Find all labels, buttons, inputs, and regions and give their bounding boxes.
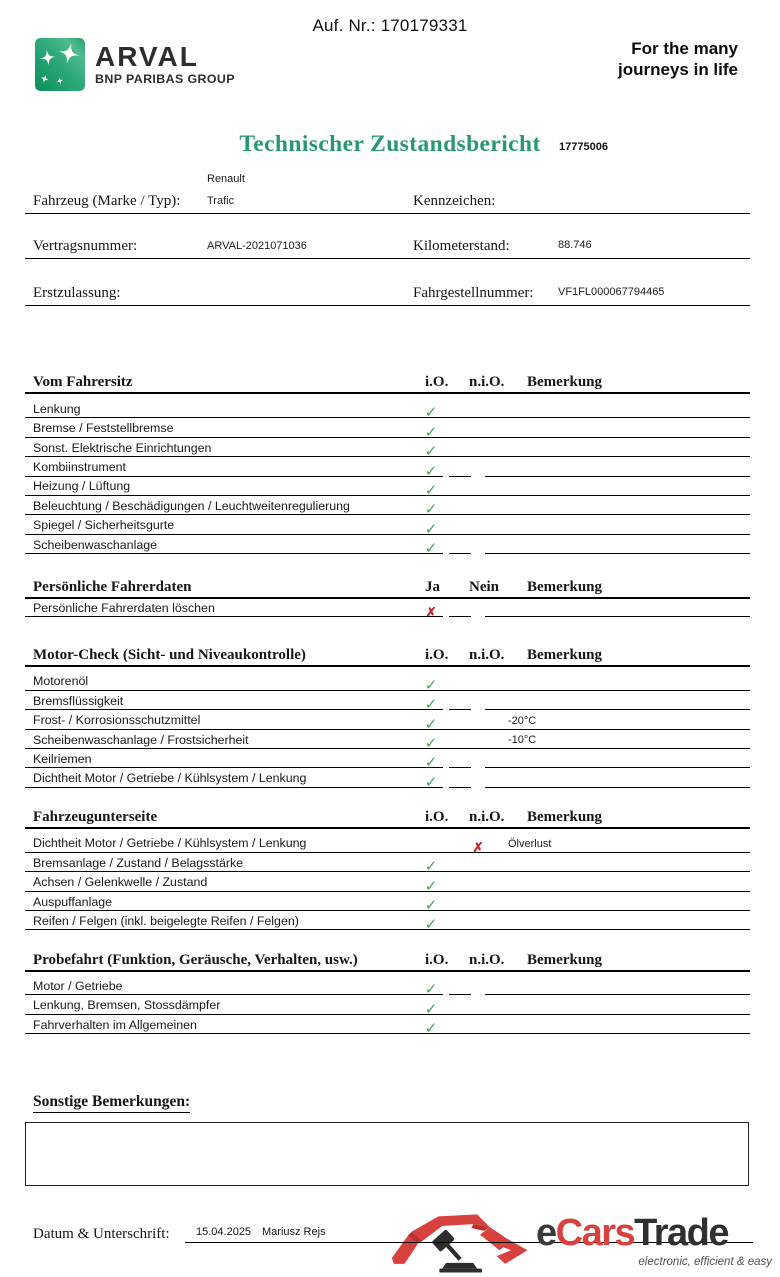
remark-oil-loss: Ölverlust [508,837,552,850]
field-label: Erstzulassung: [33,285,121,301]
table-row [25,710,750,733]
io-check-mark: ✓ [424,423,438,441]
row-label: Lenkung [33,401,81,416]
section-rows [25,399,750,558]
table-row [25,730,750,753]
field-label: Fahrzeug (Marke / Typ): [33,193,181,209]
column-header-nio: n.i.O. [469,374,505,390]
other-remarks-box [25,1122,749,1186]
ecars-cars: Cars [555,1212,635,1254]
table-row [25,418,750,441]
io-check-mark: ✓ [424,981,438,999]
title-block [0,131,780,158]
column-header-bemerkung: Bemerkung [527,809,602,825]
table-row [25,976,750,999]
remark-antifreeze: -20°C [508,714,537,727]
field-label: Kennzeichen: [413,193,496,209]
row-label: Motorenöl [33,674,89,689]
table-row [25,834,750,856]
ja-check-mark: ✗ [425,604,437,620]
section-title: Probefahrt (Funktion, Geräusche, Verhalten, usw.) [33,952,358,968]
column-header-nein: Nein [469,579,499,595]
remark-text [485,613,750,617]
column-header-io: i.O. [425,809,449,825]
column-header-nio: n.i.O. [469,647,505,663]
ecars-tagline: electronic, efficient & easy [638,1256,772,1268]
table-row [25,438,750,461]
field-value-make: Renault [207,173,245,185]
table-row [25,872,750,895]
field-label: Vertragsnummer: [33,238,138,254]
io-check-mark: ✓ [424,481,438,499]
column-header-bemerkung: Bemerkung [527,374,602,390]
io-check-mark: ✓ [424,715,438,733]
row-label: Lenkung, Bremsen, Stossdämpfer [33,998,221,1013]
field-value-model: Trafic [207,195,235,207]
field-row-vehicle [25,170,750,214]
remark-text [485,550,750,554]
section-title: Vom Fahrersitz [33,374,133,390]
io-check-mark: ✓ [424,696,438,714]
bnp-green-square-icon [35,38,85,91]
io-check-mark: ✓ [424,916,438,934]
row-label: Dichtheit Motor / Getriebe / Kühlsystem / Lenkung [33,836,307,851]
io-check-mark: ✓ [424,443,438,461]
other-remarks-label: Sonstige Bemerkungen: [33,1093,190,1113]
row-label: Heizung / Lüftung [33,479,131,494]
io-check-mark: ✓ [424,773,438,791]
io-check-mark: ✓ [424,501,438,519]
row-label: Keilriemen [33,751,92,766]
row-label: Frost- / Korrosionsschutzmittel [33,713,201,728]
row-label: Scheibenwaschanlage [33,537,157,552]
ecars-trade: Trade [634,1212,729,1254]
nio-check-mark: ✗ [472,840,484,856]
io-check-mark: ✓ [424,404,438,422]
ecars-wordmark [536,1208,728,1258]
signature-date: 15.04.2025 [196,1226,252,1238]
section-header [25,810,750,829]
io-check-mark: ✓ [424,540,438,558]
tagline-line2: journeys in life [618,60,738,79]
arval-wordmark-block [95,38,235,86]
table-row [25,892,750,915]
row-label: Persönliche Fahrerdaten löschen [33,600,215,615]
row-label: Reifen / Felgen (inkl. beigelegte Reifen / Felgen) [33,913,299,928]
io-check-mark: ✓ [424,520,438,538]
row-label: Achsen / Gelenkwelle / Zustand [33,875,208,890]
field-label: Kilometerstand: [413,238,510,254]
io-check-mark: ✓ [424,754,438,772]
row-label: Sonst. Elektrische Einrichtungen [33,440,212,455]
row-label: Bremsanlage / Zustand / Belagsstärke [33,855,244,870]
arval-subtitle: BNP PARIBAS GROUP [95,72,235,86]
io-check-mark: ✓ [424,877,438,895]
section-header [25,375,750,394]
section-title: Persönliche Fahrerdaten [33,579,192,595]
column-header-io: i.O. [425,647,449,663]
row-label: Dichtheit Motor / Getriebe / Kühlsystem / Lenkung [33,771,307,786]
io-check-mark: ✓ [424,897,438,915]
column-header-nio: n.i.O. [469,952,505,968]
column-header-bemerkung: Bemerkung [527,579,602,595]
field-value-odometer: 88.746 [558,239,592,251]
io-check-mark: ✓ [424,858,438,876]
table-row [25,691,750,714]
field-row-registration [25,263,750,306]
section-title: Motor-Check (Sicht- und Niveaukontrolle) [33,647,306,663]
section-header [25,953,750,972]
row-label: Auspuffanlage [33,894,113,909]
table-row [25,477,750,499]
report-number: 17775006 [559,141,608,153]
row-label: Bremse / Feststellbremse [33,421,174,436]
table-row [25,457,750,480]
column-header-ja: Ja [425,579,440,595]
field-label: Fahrgestellnummer: [413,285,534,301]
row-label: Spiegel / Sicherheitsgurte [33,518,175,533]
row-label: Beleuchtung / Beschädigungen / Leuchtweitenregulierung [33,498,350,513]
section-header [25,648,750,667]
field-value-vin: VF1FL000067794465 [558,286,665,298]
section-rows [25,672,750,791]
io-check-mark: ✓ [424,462,438,480]
column-header-io: i.O. [425,374,449,390]
order-number: Auf. Nr.: 170179331 [312,16,468,35]
table-row [25,672,750,694]
table-row [25,853,750,876]
table-row [25,911,750,934]
tagline-line1: For the many [631,39,738,58]
table-row [25,749,750,772]
io-check-mark: ✓ [424,1020,438,1038]
table-row [25,535,750,558]
arval-logo [35,38,235,91]
table-row [25,768,750,791]
signature-label: Datum & Unterschrift: [33,1226,170,1242]
row-label: Motor / Getriebe [33,978,123,993]
io-check-mark: ✓ [424,735,438,753]
ecars-e: e [536,1212,556,1254]
row-label: Scheibenwaschanlage / Frostsicherheit [33,732,249,747]
table-row [25,995,750,1018]
column-header-nio: n.i.O. [469,809,505,825]
section-rows [25,834,750,934]
section-rows [25,976,750,1038]
row-label: Kombiinstrument [33,460,126,475]
io-check-mark: ✓ [424,1000,438,1018]
io-check-mark: ✓ [424,676,438,694]
table-row [25,399,750,422]
column-header-io: i.O. [425,952,449,968]
brand-tagline [618,38,738,80]
signature-name: Mariusz Rejs [262,1226,326,1238]
remark-washer-frost: -10°C [508,734,537,747]
page-title: Technischer Zustandsbericht [239,131,541,157]
row-label: Bremsflüssigkeit [33,693,124,708]
table-row [25,598,750,620]
row-label: Fahrverhalten im Allgemeinen [33,1017,197,1032]
section-rows [25,598,750,620]
arval-wordmark: ARVAL [95,41,199,72]
remark-text [485,784,750,788]
section-title: Fahrzeugunterseite [33,809,158,825]
column-header-bemerkung: Bemerkung [527,647,602,663]
table-row [25,496,750,519]
table-row [25,515,750,538]
field-row-contract [25,216,750,259]
field-value-contract: ARVAL-2021071036 [207,240,307,252]
column-header-bemerkung: Bemerkung [527,952,602,968]
section-header [25,580,750,599]
table-row [25,1015,750,1038]
